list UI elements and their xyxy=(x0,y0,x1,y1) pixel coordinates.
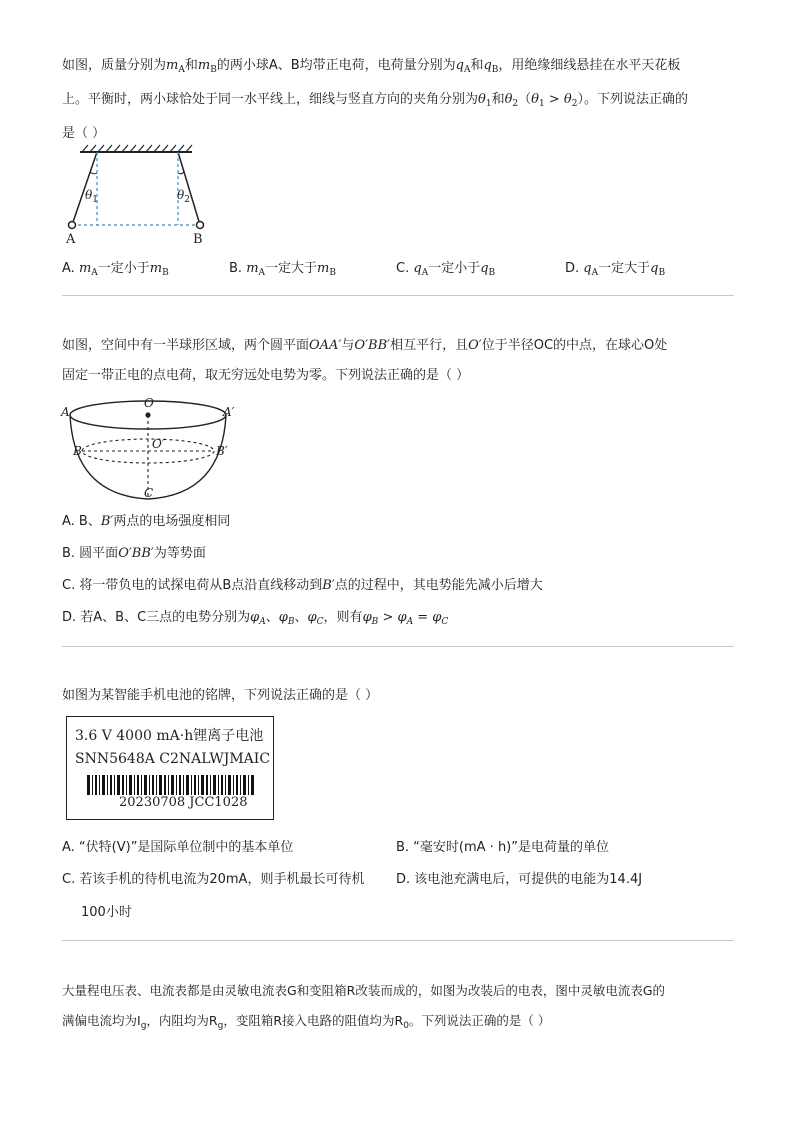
q3-option-b[interactable]: B. “毫安时(mA · h)”是电荷量的单位 xyxy=(396,840,609,855)
q2-label-aprime: A′ xyxy=(223,405,235,419)
q1-label-theta2: $\theta_2$ xyxy=(177,188,190,205)
q4-stem xyxy=(62,976,734,1041)
q2-option-a[interactable]: A. B、B′两点的电场强度相同 xyxy=(62,514,231,529)
battery-serial: SNN5648A C2NALWJMAIC xyxy=(75,751,271,767)
q1-line3: 是（ ） xyxy=(62,126,106,141)
charge-point-o xyxy=(145,412,150,417)
q1-label-a: A xyxy=(66,232,76,247)
battery-spec: 3.6 V 4000 mA·h锂离子电池 xyxy=(75,728,264,744)
q2-label-bprime: B′ xyxy=(216,444,228,458)
divider-1 xyxy=(62,295,734,296)
ball-b xyxy=(197,222,204,229)
q2-line2: 固定一带正电的点电荷，取无穷远处电势为零。下列说法正确的是（ ） xyxy=(62,368,470,383)
ceiling-hatch xyxy=(82,145,192,152)
q1-option-d[interactable]: D. $q_A$一定大于$q_B$ xyxy=(565,261,666,278)
q3-stem: 如图为某智能手机电池的铭牌，下列说法正确的是（ ） xyxy=(62,688,379,703)
battery-nameplate xyxy=(66,716,274,820)
q2-label-oprime: O′ xyxy=(152,437,165,451)
q2-stem xyxy=(62,331,734,391)
divider-3 xyxy=(62,940,734,941)
q2-option-b[interactable]: B. 圆平面O′BB′为等势面 xyxy=(62,546,206,561)
battery-date: 20230708 JCC1028 xyxy=(119,795,248,810)
q2-line1: 如图，空间中有一半球形区域，两个圆平面OAA′与O′BB′相互平行，且O′位于半径OC的中点，在球心O处 xyxy=(62,338,668,353)
divider-2 xyxy=(62,646,734,647)
q3-option-c[interactable]: C. 若该手机的待机电流为20mA，则手机最长可待机 100小时 xyxy=(62,872,365,920)
q1-label-b: B xyxy=(193,232,203,247)
q1-stem xyxy=(62,51,734,149)
q4-line1: 大量程电压表、电流表都是由灵敏电流表G和变阻箱R改装而成的，如图为改装后的电表，图中灵敏电流表G的 xyxy=(62,983,666,998)
q2-label-a: A xyxy=(61,405,70,419)
q1-option-a[interactable]: A. $m_A$一定小于$m_B$ xyxy=(62,261,169,278)
q2-label-o: O xyxy=(144,396,154,410)
q2-label-c: C xyxy=(144,486,154,500)
q2-option-c[interactable]: C. 将一带负电的试探电荷从B点沿直线移动到B′点的过程中，其电势能先减小后增大 xyxy=(62,578,543,593)
angle-arc-1 xyxy=(90,172,97,174)
q1-option-c[interactable]: C. $q_A$一定小于$q_B$ xyxy=(396,261,496,278)
angle-arc-2 xyxy=(178,172,184,174)
q1-line2: 上。平衡时，两小球恰处于同一水平线上，细线与竖直方向的夹角分别为$\theta_1$和$\theta_2(\theta_1 > \theta_2)$。下列说法正确的 xyxy=(62,92,689,109)
q2-option-d[interactable]: D. 若A、B、C三点的电势分别为$\varphi_A$、$\varphi_B$、$\varphi_C$，则有$\varphi_B > \varphi_A = \varphi_C$ xyxy=(62,610,449,627)
ball-a xyxy=(69,222,76,229)
barcode-icon xyxy=(87,775,255,795)
q3-option-d[interactable]: D. 该电池充满电后，可提供的电能为14.4J xyxy=(396,872,643,887)
q1-label-theta1: $\theta_1$ xyxy=(85,188,98,205)
q1-line1: 如图，质量分别为$m_A$和$m_B$的两小球A、B均带正电荷，电荷量分别为$q_A$和$q_B$，用绝缘细线悬挂在水平天花板 xyxy=(62,58,681,75)
q1-option-b[interactable]: B. $m_A$一定大于$m_B$ xyxy=(229,261,336,278)
q2-label-b: B xyxy=(73,444,82,458)
q4-line2: 满偏电流均为$I_g$，内阻均为$R_g$，变阻箱R接入电路的阻值均为$R_0$。下列说法正确的是（ ） xyxy=(62,1013,551,1031)
q3-option-a[interactable]: A. “伏特(V)”是国际单位制中的基本单位 xyxy=(62,840,294,855)
